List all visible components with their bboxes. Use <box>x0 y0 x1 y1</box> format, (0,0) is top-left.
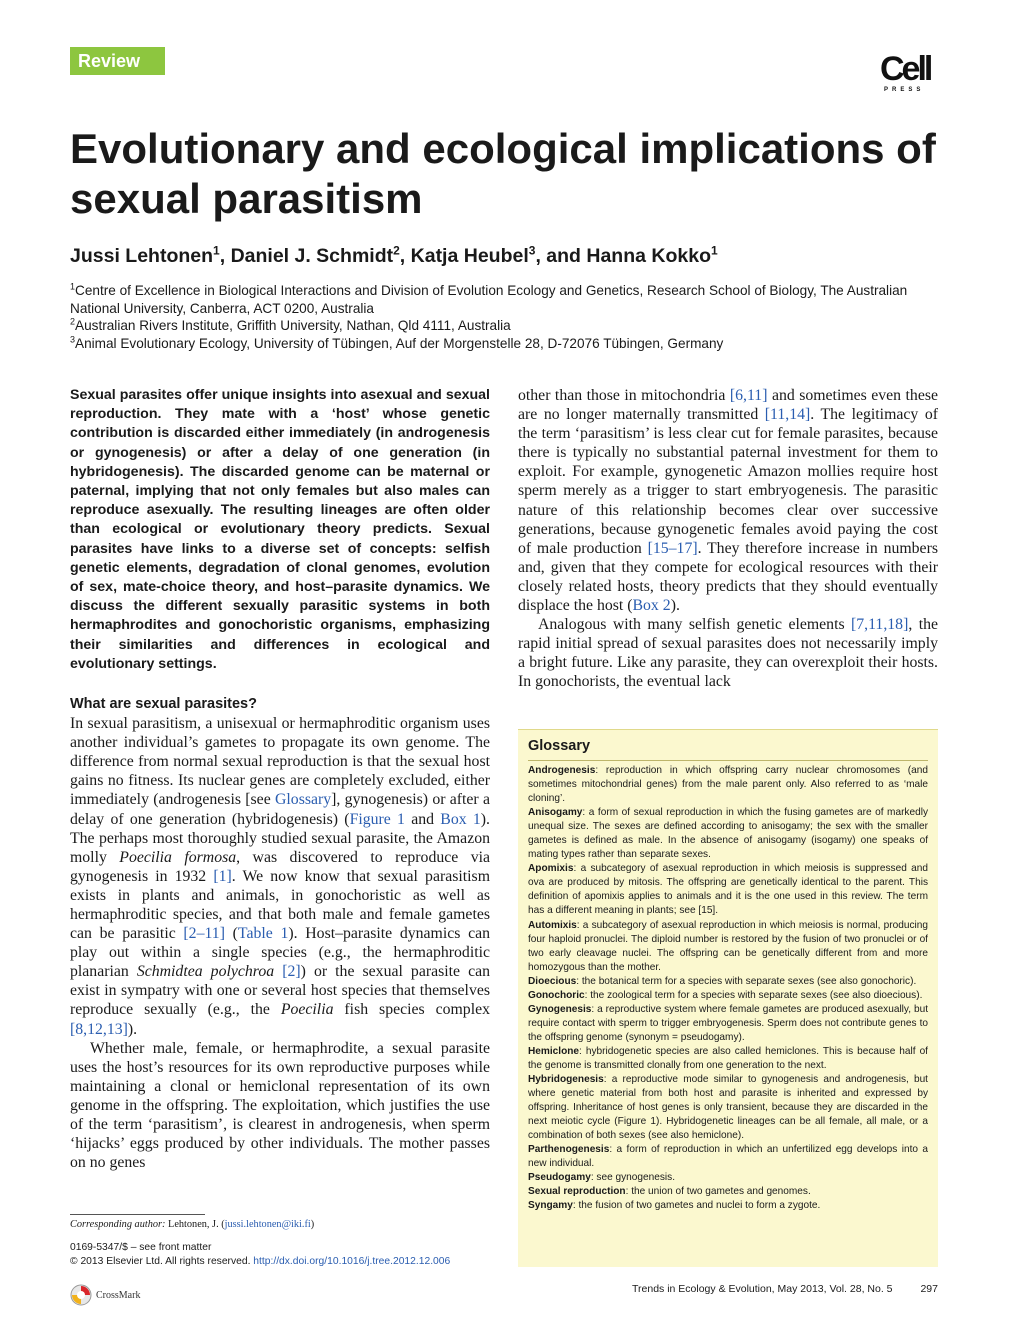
copyright-note <box>70 1241 500 1268</box>
footnote-divider <box>70 1214 205 1215</box>
citation-link[interactable]: [2] <box>282 963 301 981</box>
citation-link[interactable]: [11,14] <box>764 406 811 424</box>
text-run: In sexual parasitism, a unisexual or hermaphroditic organism uses another individual’s gametes to propagate its own genome. The difference from normal sexual reproduction is that the sexual host gains no fitness. Its nuclear genes are completely excluded, either immediately (androgenesis [see <box>70 715 490 809</box>
copyright-line <box>70 1255 500 1269</box>
glossary-definition: : a subcategory of asexual reproduction in which meiosis is suppressed and ova are produced by mitosis. The offspring are genetically identical to the parent. This definition of apomixis applies to animals and it is the one used in this review. The term has a different meaning in plants; see [15]. <box>528 863 928 917</box>
page-footer <box>632 1283 938 1295</box>
glossary-term: Hybridogenesis <box>528 1074 604 1086</box>
cell-logo-press: PRESS <box>884 87 925 93</box>
text-run: and <box>404 810 441 828</box>
author-affiliation-mark: 3 <box>528 243 536 258</box>
glossary-definition: : hybridogenetic species are also called hemiclones. This is because half of the genome is transmitted clonally from one generation to the next. <box>528 1045 928 1071</box>
author-name: Daniel J. Schmidt <box>230 245 394 267</box>
author-separator: , <box>399 245 411 267</box>
paragraph <box>70 1039 490 1173</box>
crossmark-icon <box>70 1284 92 1306</box>
glossary-entry <box>528 1045 928 1073</box>
affiliation-text: Australian Rivers Institute, Griffith University, Nathan, Qld 4111, Australia <box>75 318 511 333</box>
citation-link[interactable]: Box 2 <box>632 597 671 615</box>
left-column <box>70 386 490 1172</box>
citation-link[interactable]: [1] <box>213 867 232 885</box>
cell-press-logo <box>880 52 940 94</box>
body-text-right <box>518 386 938 692</box>
author-affiliation-mark: 1 <box>213 243 220 258</box>
glossary-entry <box>528 919 928 975</box>
text-run: Analogous with many selfish genetic elements <box>538 616 852 634</box>
affiliation-number: 1 <box>70 281 76 292</box>
affiliation-text: Centre of Excellence in Biological Interactions and Division of Evolution Ecology and Genetics, Research School of Biology, The Australian National University, Canberra, ACT 0200, Australia <box>70 283 908 316</box>
text-run: , the rapid initial spread of sexual parasites does not necessarily imply a bright future. Like any parasite, they can overexploit their hosts. In gonochorists, the eventual lack <box>518 616 938 691</box>
glossary-entry <box>528 1185 928 1199</box>
glossary-entry <box>528 764 928 806</box>
text-run: Whether male, female, or hermaphrodite, a sexual parasite uses the host’s resources for its own reproductive purposes while maintaining a clonal or hemiclonal representation of its own genome in the offspring. The exploitation, which justifies the use of the term ‘parasitism’, is clearest in androgenesis, when sperm ‘hijacks’ eggs produced by other individuals. The mother passes on no genes <box>70 1039 490 1172</box>
author-name: Katja Heubel <box>410 245 529 267</box>
text-run: ). The perhaps most thoroughly studied sexual parasite, the Amazon molly <box>70 810 491 866</box>
glossary-title: Glossary <box>528 738 591 754</box>
species-name: Poecilia formosa <box>119 848 237 866</box>
corr-close: ) <box>310 1219 315 1230</box>
glossary-entry <box>528 1199 928 1213</box>
glossary-term: Apomixis <box>528 863 574 875</box>
section-label: Review <box>70 47 165 75</box>
glossary-term: Syngamy <box>528 1200 573 1212</box>
glossary-definition: : see gynogenesis. <box>590 1172 675 1184</box>
crossmark-label: CrossMark <box>96 1289 141 1301</box>
abstract: Sexual parasites offer unique insights into asexual and sexual reproduction. They mate with a ‘host’ whose genetic contribution is discarded either immediately (in androgenesis or gynogenesis) or after a delay of one generation (in hybridogenesis). The discarded genome can be maternal or paternal, implying that not only females but also males can reproduce asexually. The resulting lineages are often older than ecological or evolutionary theory predicts. Sexual parasites have links to a diverse set of concepts: selfish genetic elements, degradation of clonal genomes, evolution of sex, mate-choice theory, and host–parasite dynamics. We discuss the different sexually parasitic systems in both hermaphrodites and gonochoristic organisms, emphasizing their similarities and differences in ecological and evolutionary settings. <box>70 387 490 672</box>
glossary-definition: : a subcategory of asexual reproduction in which meiosis is normal, producing four haploid pronuclei. The diploid number is restored by the fusion of two pronuclei or of two early cleavage nuclei. The offspring can be genetically different from and more homozygous than the mother. <box>528 919 928 973</box>
glossary-list <box>528 764 928 1214</box>
author-list <box>70 243 950 269</box>
glossary-entry <box>528 975 928 989</box>
glossary-definition: : the union of two gametes and genomes. <box>625 1186 811 1198</box>
affiliation-number: 3 <box>70 333 76 344</box>
affiliation-list <box>70 282 950 352</box>
text-run: ). <box>127 1020 138 1038</box>
glossary-term: Dioecious <box>528 975 577 987</box>
text-run <box>274 963 282 980</box>
body-text-left <box>70 714 490 1172</box>
citation-link[interactable]: Box 1 <box>440 810 481 828</box>
page-number: 297 <box>920 1283 938 1295</box>
cell-logo-word: Cell <box>880 50 931 88</box>
corr-email-link[interactable]: jussi.lehtonen@iki.fi <box>224 1219 311 1230</box>
corr-name: Lehtonen, J. ( <box>165 1219 225 1230</box>
affiliation <box>70 335 950 353</box>
author-name: Jussi Lehtonen <box>70 245 214 267</box>
affiliation <box>70 282 950 317</box>
citation-link[interactable]: [15–17] <box>647 539 698 557</box>
glossary-definition: : a reproductive system where female gametes are produced asexually, but require contact with sperm to trigger embryogenesis. Sperm does not contribute genes to the offspring genome (synonym = pseudogamy). <box>528 1003 928 1043</box>
species-name: Schmidtea polychroa <box>136 963 275 981</box>
paragraph <box>518 615 938 691</box>
paragraph <box>518 386 938 615</box>
text-run: ) or the sexual parasite can exist in sympatry with one or several host species that themselves reproduce sexually (e.g., the <box>70 963 491 1019</box>
glossary-entry <box>528 1171 928 1185</box>
citation-link[interactable]: [8,12,13] <box>70 1020 128 1038</box>
glossary-entry <box>528 1003 928 1045</box>
citation-link[interactable]: Figure 1 <box>349 810 405 828</box>
citation-link[interactable]: Glossary <box>275 791 332 809</box>
glossary-divider <box>528 760 928 761</box>
author-name: Hanna Kokko <box>586 245 711 267</box>
glossary-entry <box>528 1143 928 1171</box>
glossary-definition: : the zoological term for a species with separate sexes (see also dioecious). <box>584 989 923 1001</box>
citation-link[interactable]: Table 1 <box>237 925 289 943</box>
right-column <box>518 386 938 692</box>
glossary-entry <box>528 806 928 862</box>
species-name: Poecilia <box>280 1001 334 1019</box>
corr-label: Corresponding author: <box>70 1219 166 1230</box>
glossary-definition: : reproduction in which offspring carry nuclear chromosomes (and sometimes mitochondrial genes) from the male parent only. Also referred to as ‘male cloning’. <box>528 765 928 805</box>
text-run: ( <box>224 925 238 943</box>
author-affiliation-mark: 2 <box>393 243 400 258</box>
copyright-text: © 2013 Elsevier Ltd. All rights reserved. <box>70 1255 254 1267</box>
affiliation <box>70 317 950 335</box>
affiliation-text: Animal Evolutionary Ecology, University of Tübingen, Auf der Morgenstelle 28, D-72076 Tübingen, Germany <box>75 335 724 351</box>
glossary-definition: : a reproductive mode similar to gynogenesis and androgenesis, but where genetic material from both host and parasite is inherited and expressed by offspring. Inheritance of host genes is only transient, because they are discarded in the next meiotic cycle (Figure 1). Hybridogenetic lineages can be all female, all male, or a combination of both sexes (see also hemiclone). <box>528 1074 928 1142</box>
author-affiliation-mark: 1 <box>710 243 718 258</box>
text-run: ). <box>670 597 680 615</box>
text-run: and sometimes even these are no longer maternally transmitted <box>518 387 939 424</box>
glossary-box <box>518 729 938 1267</box>
glossary-term: Pseudogamy <box>528 1172 591 1184</box>
glossary-definition: : a form of sexual reproduction in which the fusing gametes are of markedly unequal size. The sexes are defined according to anisogamy; the sex with the smaller gametes is defined as male. In the absence of anisogamy (isogamy) one speaks of mating types rather than separate sexes. <box>528 807 928 861</box>
glossary-definition: : a form of reproduction in which an unfertilized egg develops into a new individual. <box>528 1144 928 1170</box>
author-separator: , and <box>535 245 587 267</box>
text-run: ], gynogenesis) or after a delay of one generation (hybridogenesis) ( <box>70 791 490 828</box>
doi-link[interactable]: http://dx.doi.org/10.1016/j.tree.2012.12.006 <box>253 1255 451 1267</box>
glossary-entry <box>528 989 928 1003</box>
text-run: , was discovered to reproduce via gynogenesis in 1932 <box>70 848 490 885</box>
glossary-term: Gynogenesis <box>528 1003 592 1015</box>
glossary-term: Parthenogenesis <box>528 1144 610 1156</box>
glossary-term: Hemiclone <box>528 1045 580 1057</box>
author-separator: , <box>219 245 231 267</box>
citation-link[interactable]: [6,11] <box>729 387 768 404</box>
crossmark-badge[interactable] <box>70 1283 180 1307</box>
text-run: . They therefore increase in numbers and, given that they compete for ecological resources with their closely related hosts, theory predicts that they should eventually displace the host ( <box>518 539 938 615</box>
glossary-term: Automixis <box>528 919 577 931</box>
citation-link[interactable]: [7,11,18] <box>851 616 909 634</box>
glossary-term: Sexual reproduction <box>528 1186 626 1198</box>
issn: 0169-5347/$ – see front matter <box>70 1242 212 1253</box>
article-title: Evolutionary and ecological implications of sexual parasitism <box>70 125 936 222</box>
glossary-definition: : the botanical term for a species with separate sexes (see also gonochoric). <box>576 975 917 987</box>
corresponding-author-note <box>70 1218 500 1232</box>
paragraph <box>70 714 490 1039</box>
journal-citation: Trends in Ecology & Evolution, May 2013, Vol. 28, No. 5 <box>632 1283 893 1295</box>
glossary-entry <box>528 1073 928 1143</box>
text-run: fish species complex <box>333 1001 490 1019</box>
affiliation-number: 2 <box>70 316 76 327</box>
glossary-entry <box>528 862 928 918</box>
citation-link[interactable]: [2–11] <box>183 925 225 943</box>
glossary-term: Gonochoric <box>528 989 585 1001</box>
text-run: ). Host–parasite dynamics can play out within a single species (e.g., the hermaphroditic planarian <box>70 925 490 981</box>
glossary-term: Anisogamy <box>528 807 583 819</box>
text-run: other than those in mitochondria <box>518 387 730 404</box>
glossary-definition: : the fusion of two gametes and nuclei to form a zygote. <box>572 1200 821 1212</box>
text-run: . We now know that sexual parasitism exists in plants and animals, in gonochoristic as well as hermaphroditic species, and that both male and female gametes can be parasitic <box>70 867 490 943</box>
text-run: . The legitimacy of the term ‘parasitism’ is less clear cut for female parasites, because there is typically no substantial paternal investment for them to exploit. For example, gynogenetic Amazon mollies require host sperm merely as a trigger to start embryogenesis. The parasitic nature of this relationship becomes clear over successive generations, because gynogenetic females avoid paying the cost of male production <box>518 406 938 557</box>
section-heading: What are sexual parasites? <box>70 696 257 713</box>
glossary-term: Androgenesis <box>528 765 596 776</box>
